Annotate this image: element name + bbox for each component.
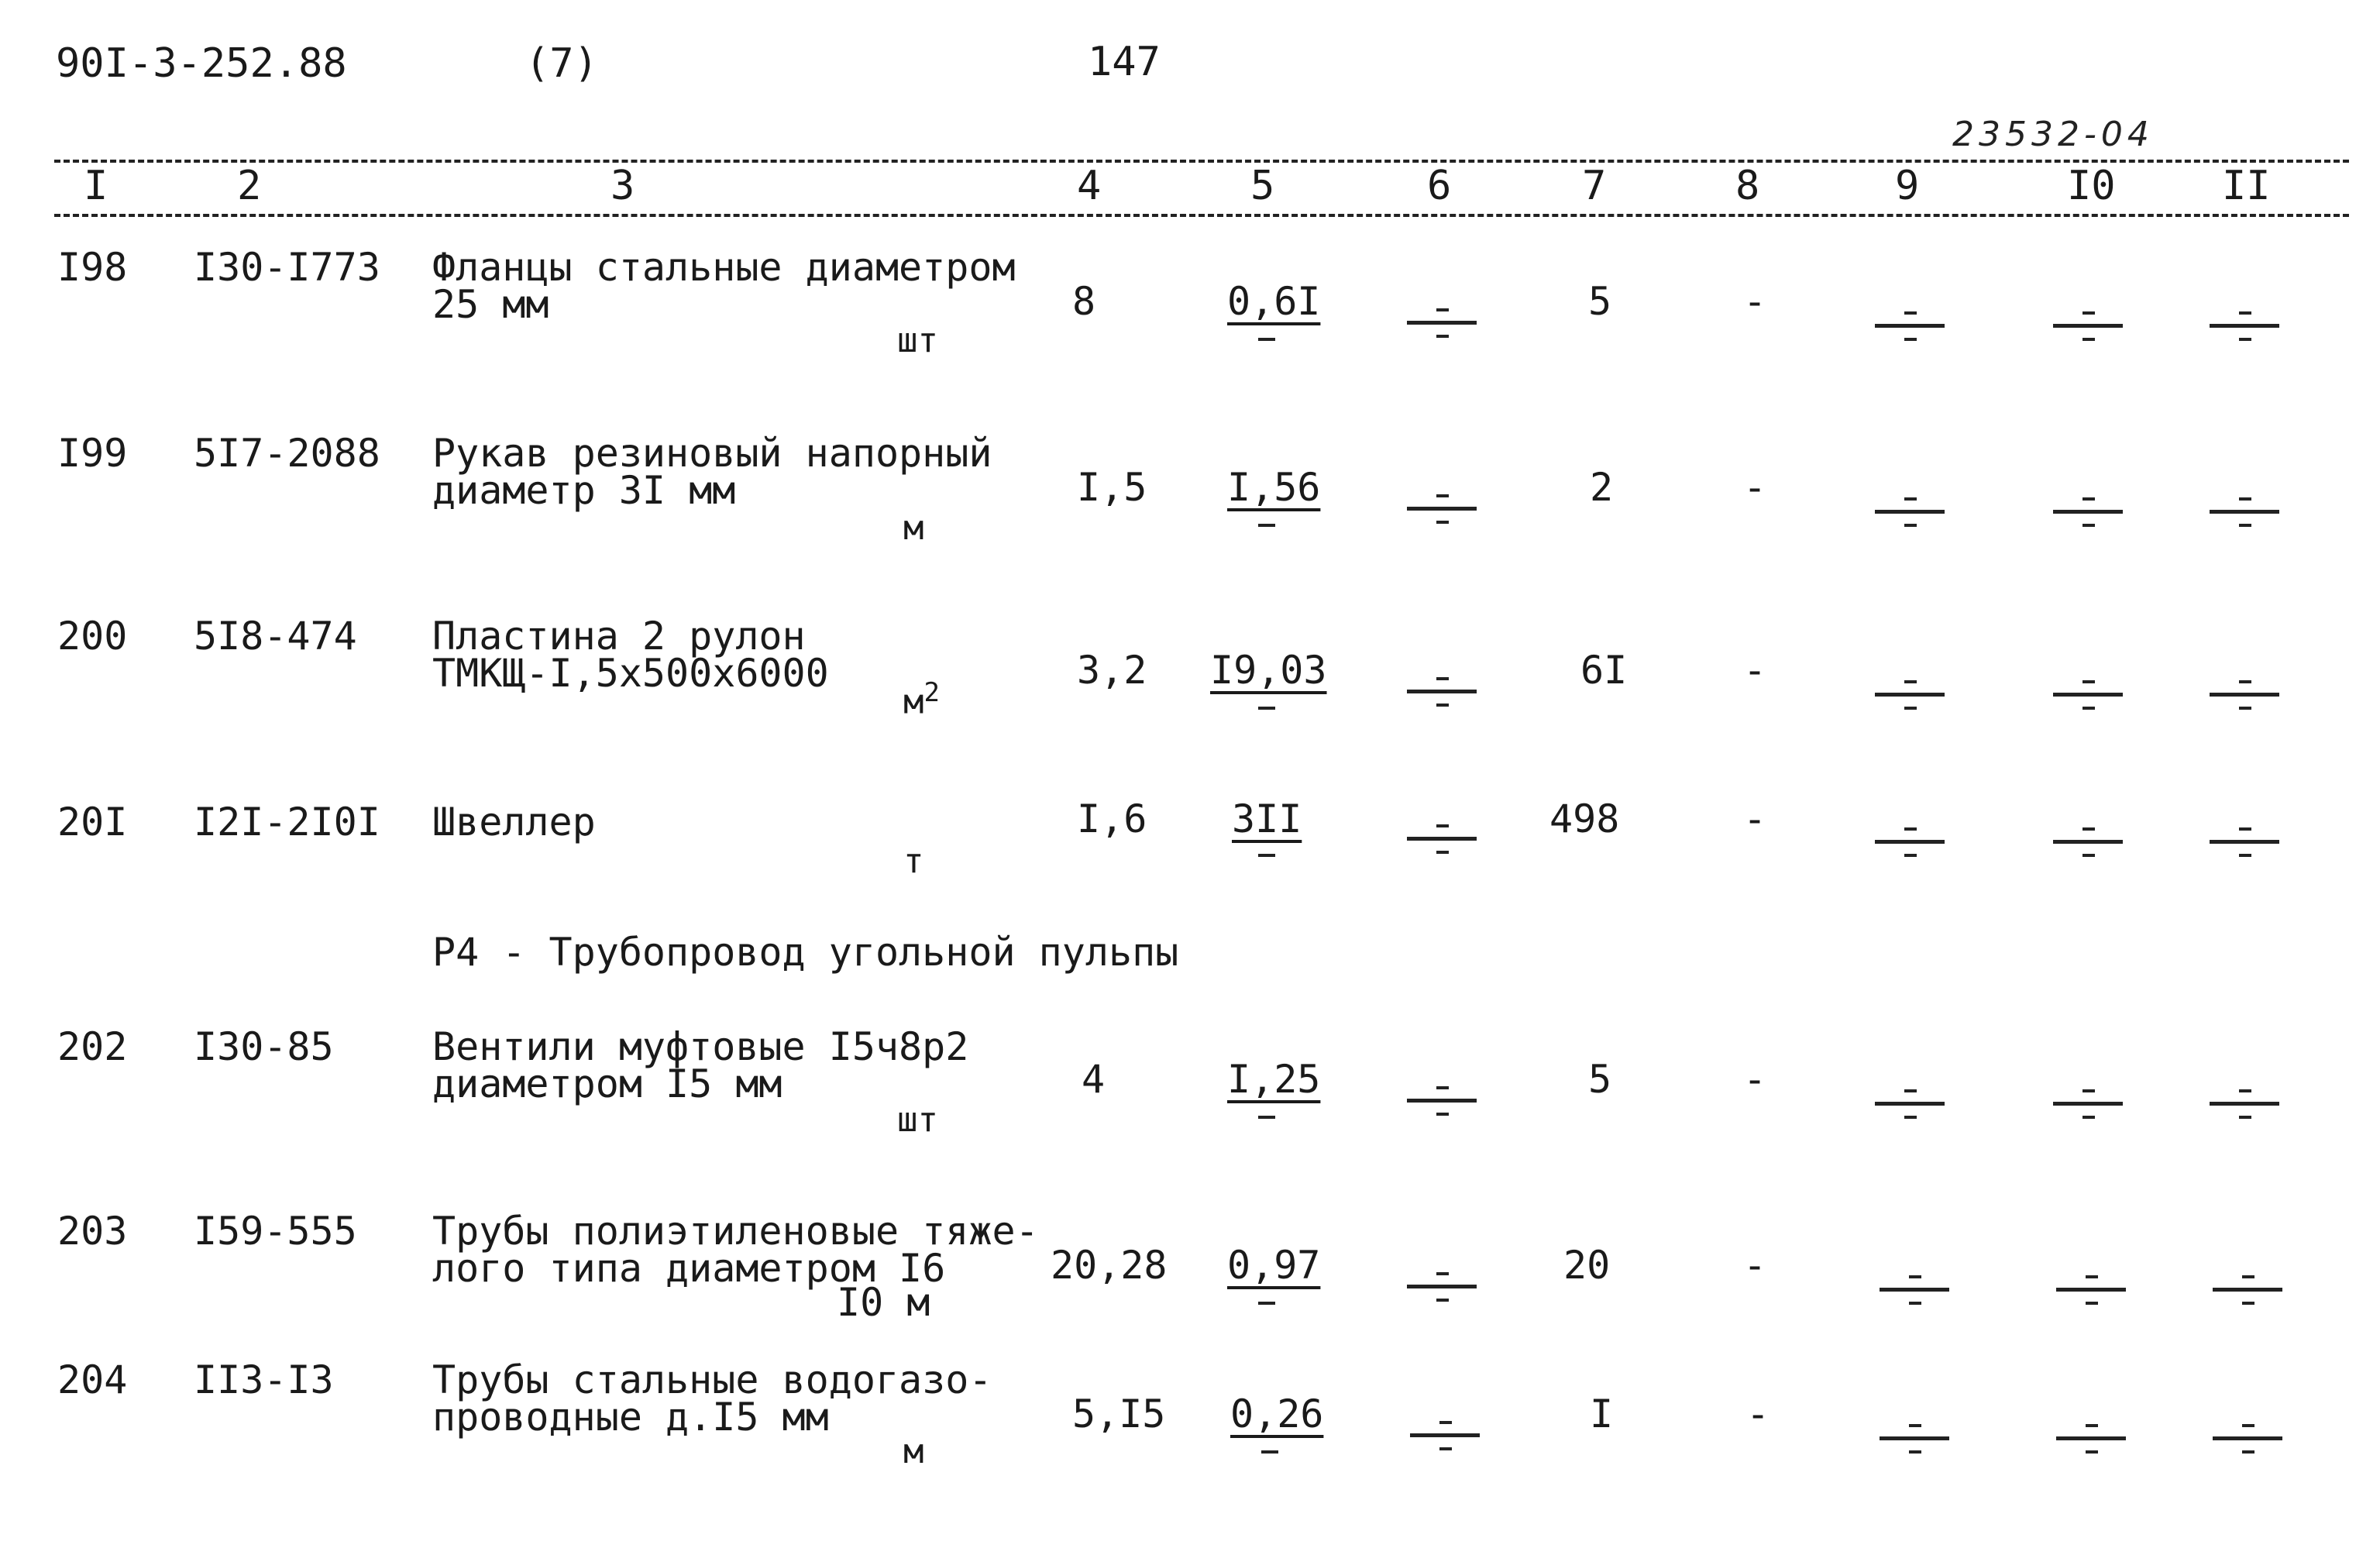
row-col4: 8 [1072, 279, 1096, 324]
row-col5: I,25 [1227, 1057, 1321, 1102]
row-col8: - [1743, 279, 1767, 324]
col10-dash-fraction [2053, 490, 2123, 533]
col11-dash-fraction [2210, 820, 2279, 863]
row-col5: 0,6I [1227, 279, 1321, 324]
col-header-10: I0 [2067, 163, 2116, 209]
row-name-line1: Трубы полиэтиленовые тяже- [432, 1209, 1039, 1254]
row-col4: 20,28 [1051, 1243, 1168, 1288]
col-header-9: 9 [1895, 163, 1920, 209]
row-number: I98 [57, 245, 128, 290]
col-header-6: 6 [1427, 163, 1452, 209]
col-header-7: 7 [1582, 163, 1607, 209]
row-code: I30-I773 [194, 245, 380, 290]
section-number: (7) [525, 40, 598, 87]
col11-dash-fraction [2210, 490, 2279, 533]
row-col4: I,6 [1077, 796, 1147, 841]
col9-dash-fraction [1875, 820, 1945, 863]
col5-minus-mark [1261, 1450, 1278, 1454]
col6-dash-fraction [1407, 487, 1477, 530]
col10-dash-fraction [2053, 1082, 2123, 1125]
row-name-line1: Вентили муфтовые I5ч8р2 [432, 1024, 969, 1069]
col-header-8: 8 [1735, 163, 1760, 209]
col11-dash-fraction [2210, 304, 2279, 347]
col5-minus-mark [1258, 524, 1275, 527]
col11-dash-fraction [2213, 1416, 2282, 1460]
col9-dash-fraction [1880, 1416, 1949, 1460]
row-name-line2: 25 мм [432, 282, 549, 327]
row-number: 204 [57, 1357, 128, 1402]
row-col4: 3,2 [1077, 648, 1147, 693]
col6-dash-fraction [1407, 1264, 1477, 1308]
row-name-line1: Пластина 2 рулон [432, 614, 806, 659]
header-rule-top [54, 160, 2349, 163]
row-number: I99 [57, 431, 128, 476]
row-col4: 5,I5 [1072, 1392, 1166, 1436]
row-col7: I [1590, 1392, 1614, 1436]
col11-dash-fraction [2210, 1082, 2279, 1125]
row-name-line2: диаметром I5 мм [432, 1061, 782, 1106]
row-code: I30-85 [194, 1024, 334, 1069]
col10-dash-fraction [2053, 673, 2123, 716]
unit-superscript: 2 [923, 677, 940, 708]
row-unit: т [903, 841, 924, 881]
row-unit: шт [897, 321, 938, 360]
row-unit: $м^2$ [903, 677, 940, 722]
row-col7: 20 [1563, 1243, 1611, 1288]
row-name-line1: Трубы стальные водогазо- [432, 1357, 992, 1402]
row-number: 20I [57, 800, 128, 845]
col6-dash-fraction [1407, 1079, 1477, 1122]
col-header-1: I [84, 163, 108, 209]
col10-dash-fraction [2056, 1416, 2126, 1460]
col9-dash-fraction [1875, 673, 1945, 716]
row-col5: I,56 [1227, 465, 1321, 510]
row-col5: 0,97 [1227, 1243, 1321, 1288]
col5-minus-mark [1258, 1302, 1275, 1305]
col6-dash-fraction [1407, 817, 1477, 860]
section-title: Р4 - Трубопровод угольной пульпы [432, 930, 1179, 975]
col6-dash-fraction [1410, 1413, 1480, 1457]
handwritten-stamp: 23532-04 [1952, 115, 2154, 154]
row-code: I2I-2I0I [194, 800, 380, 845]
col6-dash-fraction [1407, 669, 1477, 713]
row-name-line2: проводные д.I5 мм [432, 1395, 829, 1440]
row-name-line1: Швеллер [432, 800, 596, 845]
page-number: 147 [1088, 39, 1161, 85]
row-col7: 498 [1549, 796, 1620, 841]
row-name-line1: Рукав резиновый напорный [432, 431, 992, 476]
row-number: 203 [57, 1209, 128, 1254]
col-header-2: 2 [237, 163, 262, 209]
row-unit: м [903, 1432, 924, 1471]
col9-dash-fraction [1875, 1082, 1945, 1125]
col10-dash-fraction [2053, 304, 2123, 347]
row-name-line2: диаметр 3I мм [432, 468, 736, 513]
row-code: II3-I3 [194, 1357, 334, 1402]
col9-dash-fraction [1875, 304, 1945, 347]
row-col4: I,5 [1077, 465, 1147, 510]
row-col4: 4 [1082, 1057, 1106, 1102]
col5-minus-mark [1258, 854, 1275, 857]
document-code: 90I-3-252.88 [56, 40, 347, 87]
row-code: 5I7-2088 [194, 431, 380, 476]
col5-minus-mark [1258, 338, 1275, 341]
row-col8: - [1746, 1392, 1770, 1436]
col-header-3: 3 [610, 163, 635, 209]
col11-dash-fraction [2210, 673, 2279, 716]
row-number: 202 [57, 1024, 128, 1069]
col10-dash-fraction [2056, 1268, 2126, 1311]
col11-dash-fraction [2213, 1268, 2282, 1311]
row-col8: - [1743, 648, 1767, 693]
col9-dash-fraction [1875, 490, 1945, 533]
row-name-line2: ТМКЩ-I,5х500х6000 [432, 651, 829, 696]
row-name-line1: Фланцы стальные диаметром [432, 245, 1016, 290]
row-col8: - [1743, 796, 1767, 841]
row-col7: 6I [1580, 648, 1628, 693]
col10-dash-fraction [2053, 820, 2123, 863]
col5-minus-mark [1258, 707, 1275, 710]
row-unit: I0 м [837, 1280, 930, 1325]
col-header-5: 5 [1250, 163, 1275, 209]
header-rule-bottom [54, 214, 2349, 217]
col6-dash-fraction [1407, 301, 1477, 344]
col-header-4: 4 [1077, 163, 1102, 209]
row-col8: - [1743, 465, 1767, 510]
row-col7: 5 [1588, 1057, 1612, 1102]
row-col8: - [1743, 1057, 1767, 1102]
row-col7: 2 [1590, 465, 1614, 510]
row-col5: 0,26 [1230, 1392, 1324, 1436]
row-unit: шт [897, 1100, 938, 1140]
row-unit: м [903, 508, 924, 548]
col9-dash-fraction [1880, 1268, 1949, 1311]
row-number: 200 [57, 614, 128, 659]
row-col5: 3II [1232, 796, 1302, 841]
col5-minus-mark [1258, 1116, 1275, 1119]
col-header-11: II [2222, 163, 2271, 209]
row-code: I59-555 [194, 1209, 357, 1254]
row-col5: I9,03 [1210, 648, 1327, 693]
row-col7: 5 [1588, 279, 1612, 324]
row-name-line2: лого типа диаметром I6 [432, 1246, 946, 1291]
row-col8: - [1743, 1243, 1767, 1288]
row-code: 5I8-474 [194, 614, 357, 659]
